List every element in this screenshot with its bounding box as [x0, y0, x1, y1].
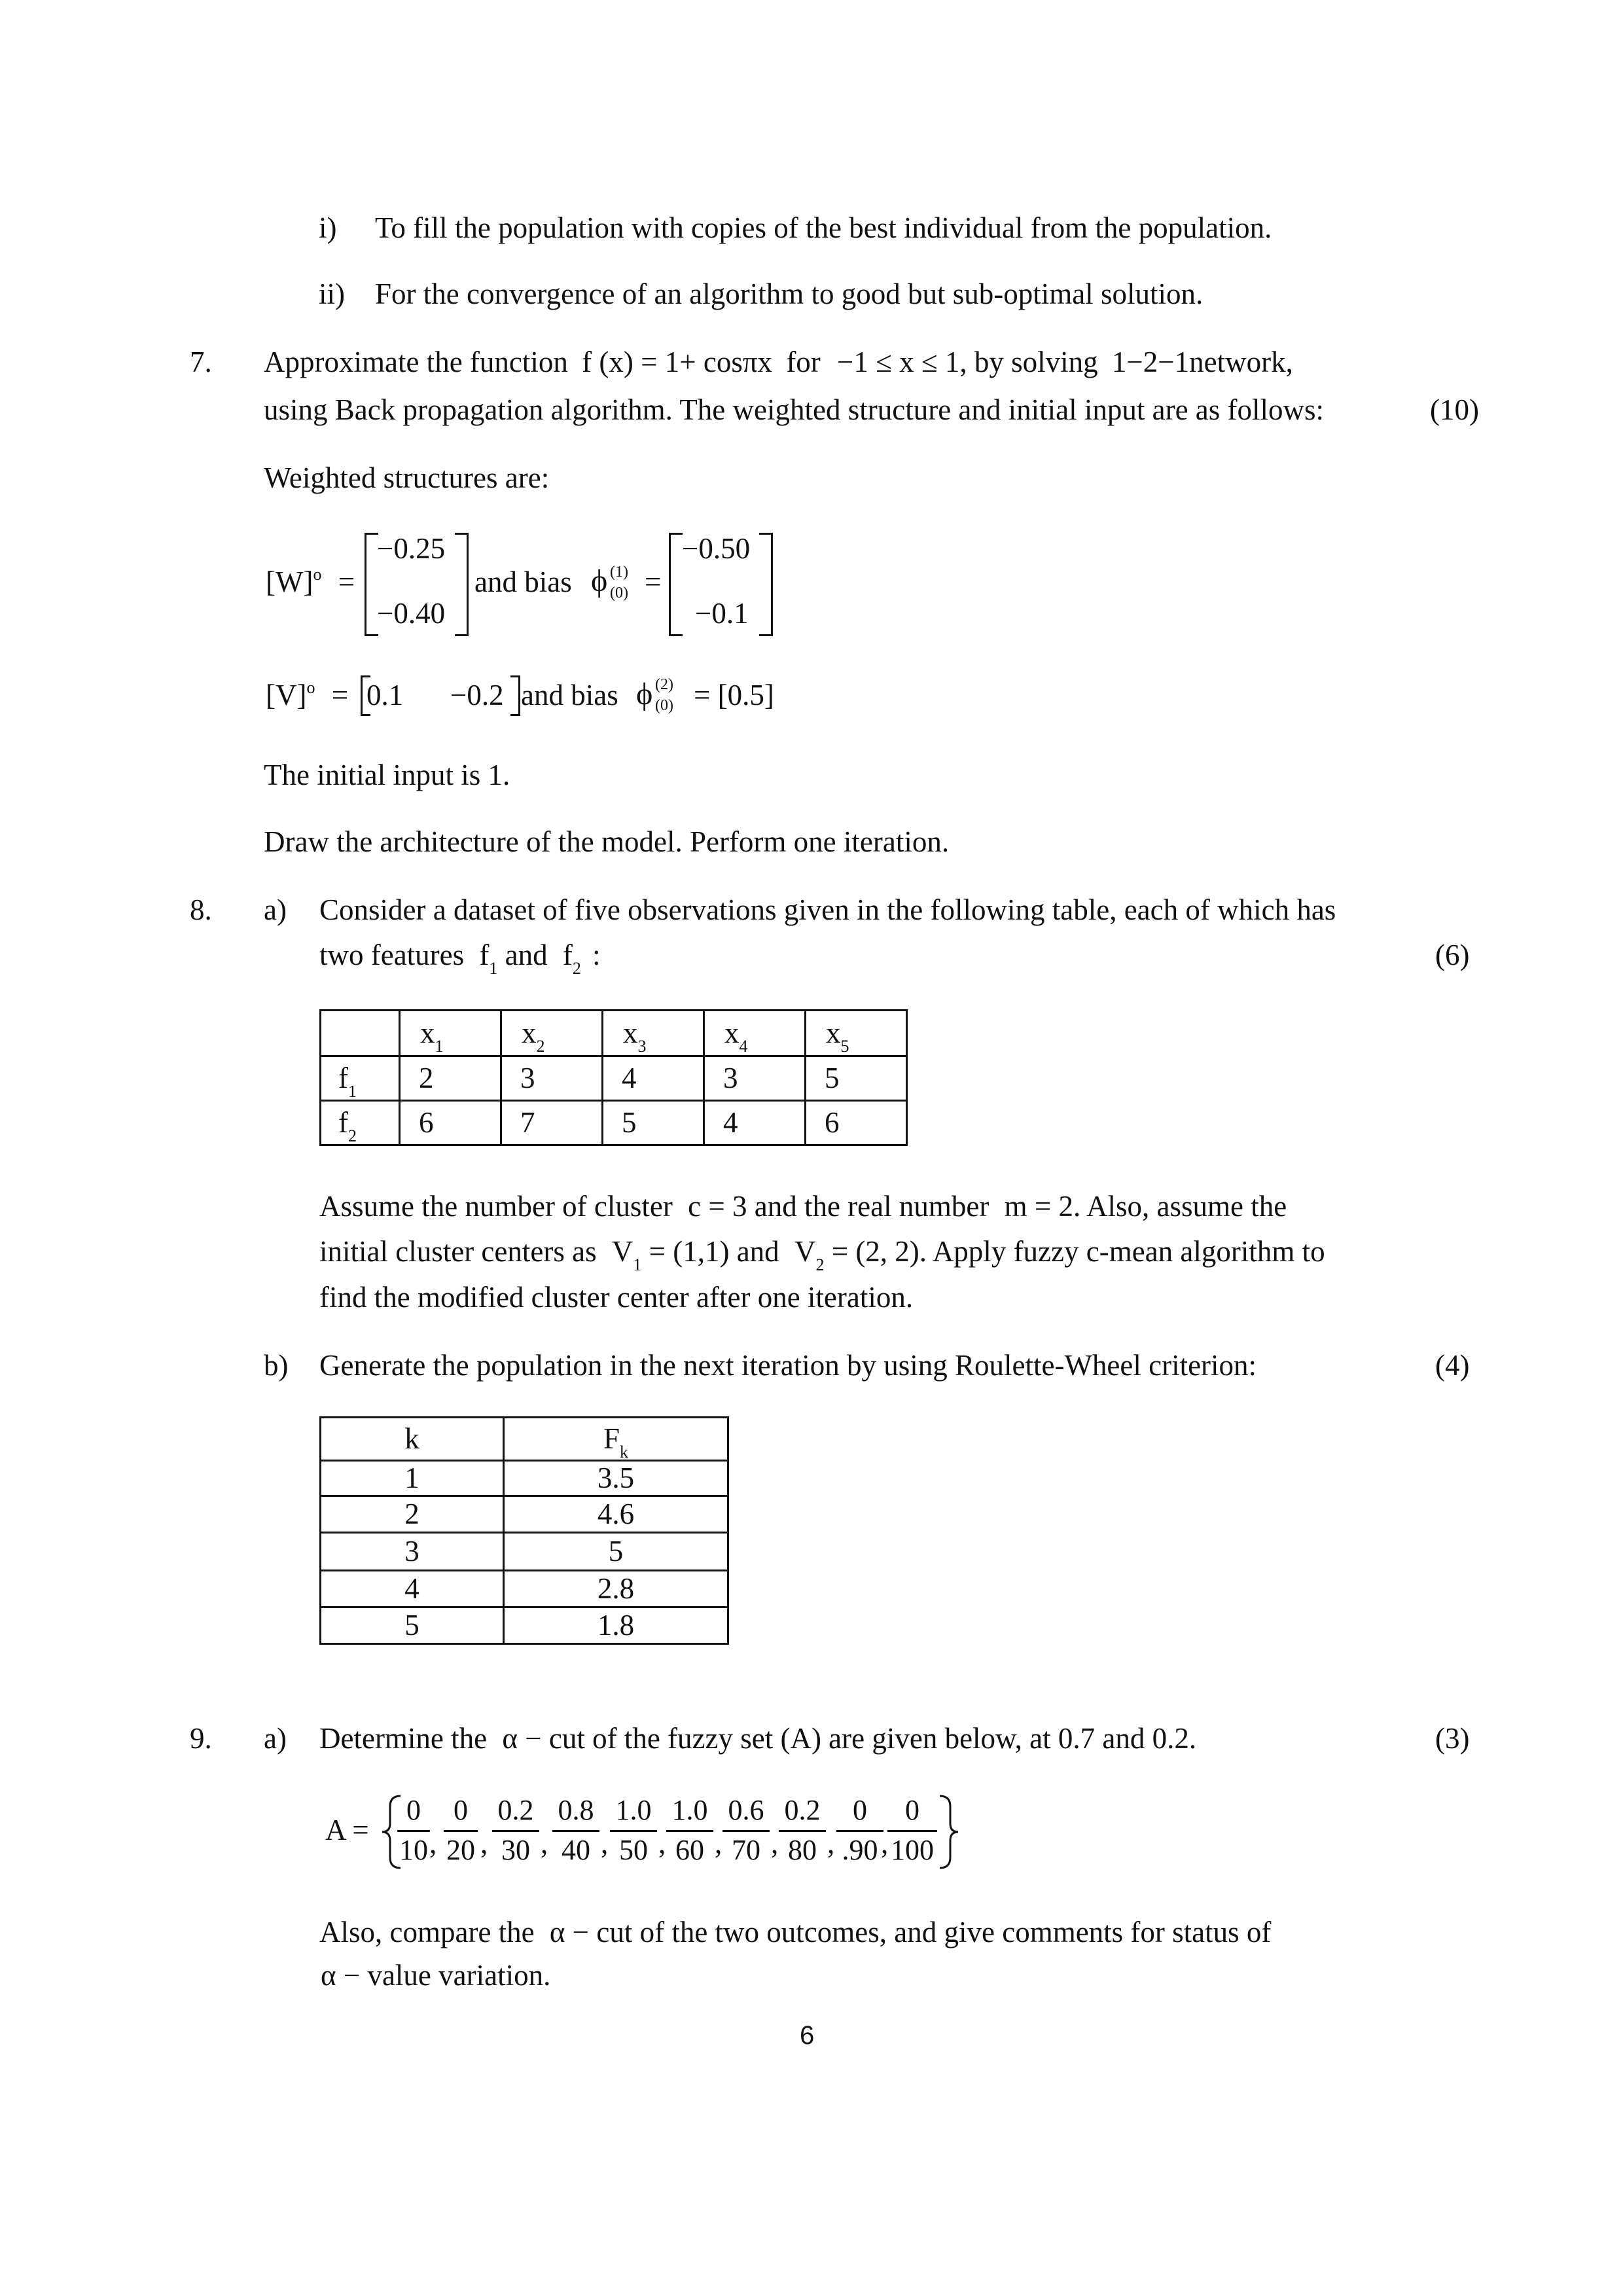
table-cell: 5 [603, 1101, 704, 1145]
q7-text-a: Approximate the function [264, 346, 568, 378]
item-ii-number: ii) [319, 278, 345, 310]
q8a-para-2: initial cluster centers as $V_1 = (1,1)$ and $V_2 = (2$, 2). Apply fuzzy c-mean algorithm to [319, 1235, 1325, 1274]
comma: , [881, 1827, 889, 1859]
comma: , [827, 1827, 835, 1859]
fraction: 0.2 80 [779, 1796, 826, 1865]
table-header-cell: $x_5$ [806, 1011, 907, 1056]
table-cell: 1.8 [504, 1607, 728, 1644]
table-cell: 7 [501, 1101, 603, 1145]
table-cell: 2.8 [504, 1571, 728, 1607]
table-row [321, 1496, 728, 1533]
w-bracket-left [365, 533, 378, 636]
table-cell: 3.5 [504, 1461, 728, 1496]
w-value-2: −0.40 [377, 597, 446, 630]
fraction: 0.2 30 [492, 1796, 539, 1865]
table-row [321, 1571, 728, 1607]
w-and-bias: and bias [474, 565, 572, 598]
q7-text-b: by solving [974, 346, 1098, 378]
q8a-para-1: Assume the number of cluster c = 3 and the real number m = 2. Also, assume the [319, 1190, 1287, 1223]
table-cell: 3 [321, 1533, 504, 1571]
w-label: $[W]^o$ = [266, 565, 355, 598]
table-cell: 2 [321, 1496, 504, 1533]
v-value-1: 0.1 [366, 679, 404, 711]
q8a-marks: (6) [1435, 939, 1470, 971]
fraction: 0 100 [887, 1796, 937, 1865]
phi2-sub: (0) [655, 697, 673, 714]
table-corner-cell [321, 1011, 400, 1056]
q8a-line-2: two features $f_1$ and $f_2$ : [319, 939, 601, 978]
table-row [321, 1056, 907, 1101]
table-cell: 6 [400, 1101, 501, 1145]
q7-weighted-label: Weighted structures are: [264, 461, 550, 494]
table-cell: 1 [321, 1461, 504, 1496]
q7-line-1 [264, 348, 1293, 377]
fraction: 0.6 70 [722, 1796, 770, 1865]
table-header-cell: $x_1$ [400, 1011, 501, 1056]
q9a-text: Determine the α − cut of the fuzzy set (A) are given below, at 0.7 and 0.2. [319, 1722, 1197, 1755]
row-label-cell: $f_1$ [321, 1056, 400, 1101]
phi2-symbol: ϕ [636, 677, 653, 711]
v-bracket-right [510, 675, 520, 716]
table-row [321, 1533, 728, 1571]
q7-for: for [786, 346, 821, 378]
observations-table [319, 1009, 908, 1146]
table-row [321, 1011, 907, 1056]
q9-number: 9. [190, 1722, 212, 1755]
q8b-marks: (4) [1435, 1349, 1470, 1382]
phi2-sup: (2) [655, 676, 673, 693]
phi1-symbol: ϕ [591, 564, 608, 598]
comma: , [771, 1827, 779, 1859]
w-bracket-right [455, 533, 469, 636]
q9a-also-line: Also, compare the α − cut of the two outcomes, and give comments for status of [319, 1916, 1272, 1948]
fuzzy-set-label: A = [325, 1814, 369, 1846]
q7-draw: Draw the architecture of the model. Perform one iteration. [264, 825, 950, 858]
table-cell: 4 [704, 1101, 806, 1145]
comma: , [480, 1827, 488, 1859]
v-value-2: −0.2 [450, 679, 504, 711]
table-header-cell: $x_4$ [704, 1011, 806, 1056]
item-i-number: i) [319, 211, 337, 244]
q7-marks: (10) [1430, 393, 1479, 426]
table-cell: 4 [603, 1056, 704, 1101]
comma: , [429, 1827, 437, 1859]
phi1-value-2: −0.1 [695, 597, 749, 630]
table-cell: 4.6 [504, 1496, 728, 1533]
item-i-text: To fill the population with copies of the best individual from the population. [375, 211, 1272, 244]
item-ii-text: For the convergence of an algorithm to good but sub-optimal solution. [375, 278, 1204, 310]
q7-range: −1 ≤ x ≤ 1, [837, 346, 967, 378]
phi1-sub: (0) [610, 584, 628, 601]
page-number: 6 [800, 2021, 815, 2050]
table-cell: 2 [400, 1056, 501, 1101]
comma: , [541, 1827, 548, 1859]
q9a-label: a) [264, 1722, 287, 1755]
table-cell: 5 [806, 1056, 907, 1101]
right-brace [937, 1793, 961, 1871]
comma: , [658, 1827, 666, 1859]
q8b-label: b) [264, 1349, 289, 1382]
roulette-table [319, 1416, 729, 1645]
phi1-value-1: −0.50 [682, 532, 751, 565]
fraction: 1.0 60 [666, 1796, 713, 1865]
q8-number: 8. [190, 893, 212, 926]
row-label-cell: $f_2$ [321, 1101, 400, 1145]
table-cell: 5 [504, 1533, 728, 1571]
q8a-label: a) [264, 893, 287, 926]
fraction: 0.8 40 [552, 1796, 599, 1865]
q7-line-2: using Back propagation algorithm. The weighted structure and initial input are as follows: [264, 393, 1325, 426]
q7-number: 7. [190, 346, 212, 378]
q7-function: f (x) = 1+ cosπx [582, 346, 773, 378]
table-cell: 3 [704, 1056, 806, 1101]
v-row: $[V]^o$ = [266, 678, 349, 711]
q7-initial-input: The initial input is 1. [264, 759, 510, 791]
q7-network: 1−2−1network, [1111, 346, 1293, 378]
fraction: 0 .90 [836, 1796, 883, 1865]
q8a-para-3: find the modified cluster center after one iteration. [319, 1281, 914, 1314]
q9a-alpha-value: α − value variation. [321, 1959, 551, 1992]
v-and-bias: and bias [521, 679, 618, 711]
q8a-line-1: Consider a dataset of five observations given in the following table, each of which has [319, 893, 1336, 926]
table-row [321, 1607, 728, 1644]
phi1-sup: (1) [610, 564, 628, 581]
q9a-marks: (3) [1435, 1722, 1470, 1755]
table-cell: 4 [321, 1571, 504, 1607]
table-cell: 6 [806, 1101, 907, 1145]
table-row [321, 1418, 728, 1461]
fraction: 0 20 [444, 1796, 478, 1865]
table-header-cell: $x_2$ [501, 1011, 603, 1056]
phi2-value: = [0.5] [694, 679, 774, 711]
phi1-bracket-left [669, 533, 683, 636]
table-header-cell: $x_3$ [603, 1011, 704, 1056]
fraction: 0 10 [397, 1796, 430, 1865]
table-row [321, 1101, 907, 1145]
phi1-bracket-right [759, 533, 773, 636]
table-header-cell: k [321, 1418, 504, 1461]
w-value-1: −0.25 [377, 532, 446, 565]
table-header-cell: $F_k$ [504, 1418, 728, 1461]
table-cell: 5 [321, 1607, 504, 1644]
q8b-text: Generate the population in the next iteration by using Roulette-Wheel criterion: [319, 1349, 1257, 1382]
phi1-eq: = [645, 565, 662, 598]
fraction: 1.0 50 [610, 1796, 657, 1865]
table-row [321, 1461, 728, 1496]
comma: , [601, 1827, 609, 1859]
table-cell: 3 [501, 1056, 603, 1101]
comma: , [715, 1827, 722, 1859]
